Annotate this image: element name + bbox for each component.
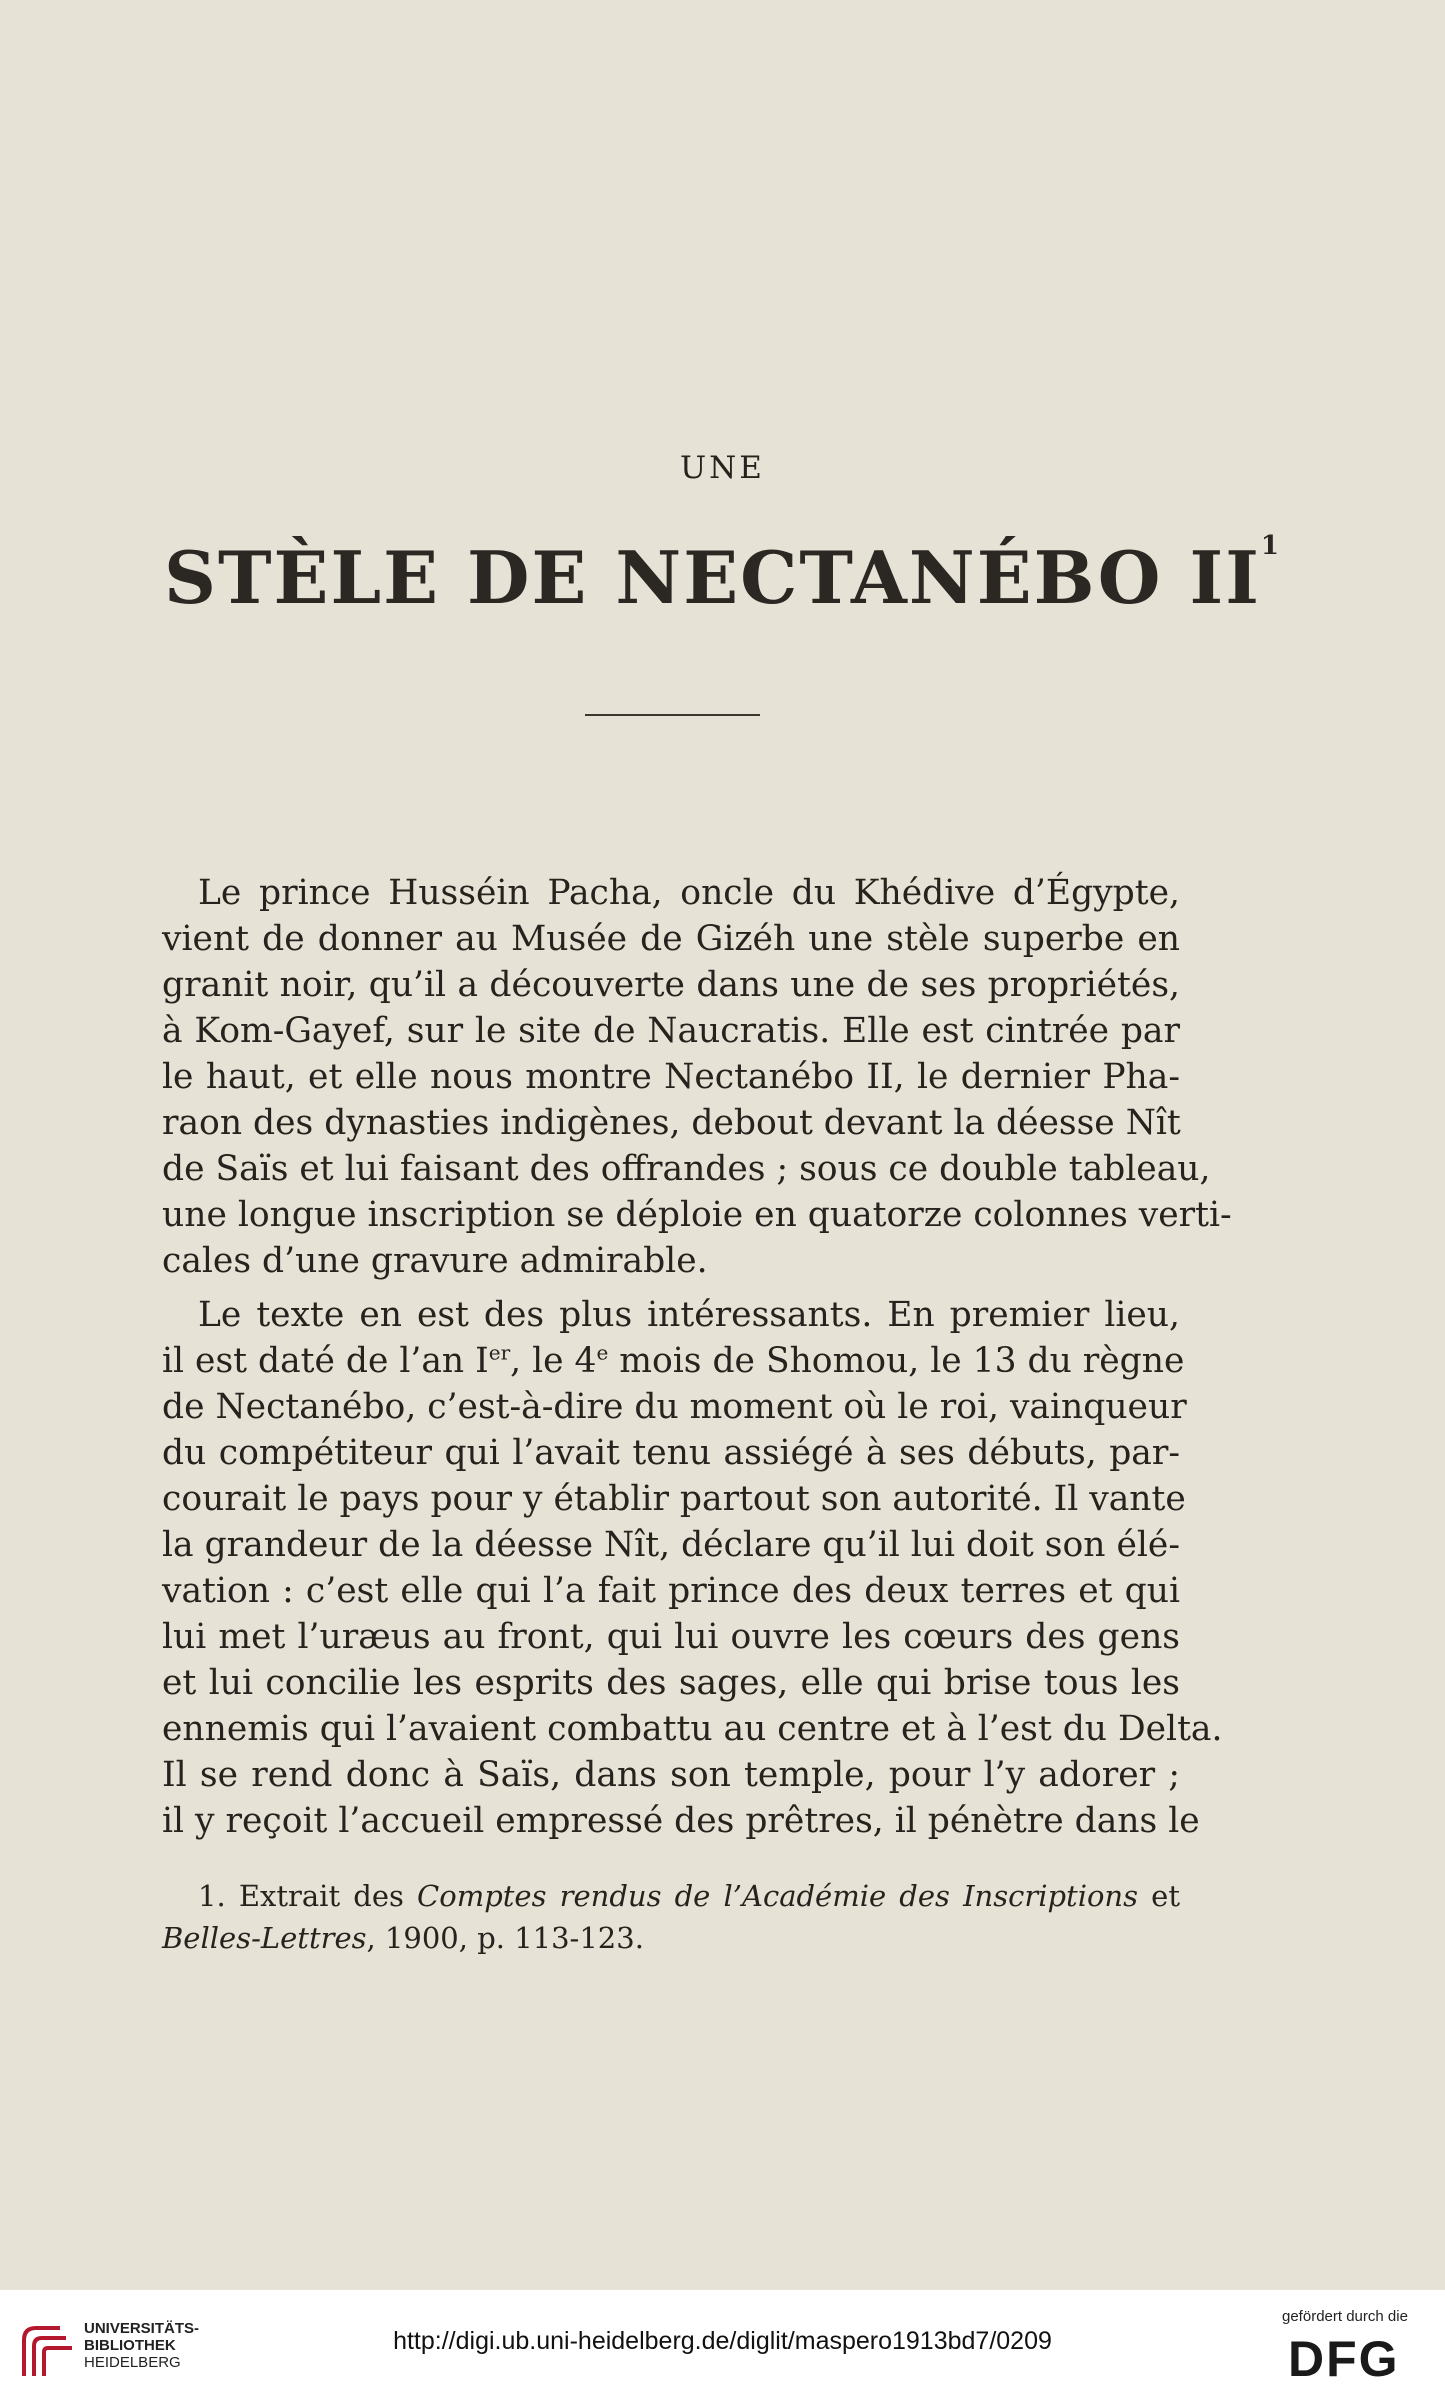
title-divider xyxy=(585,714,760,716)
footnote-line xyxy=(198,1876,1180,1916)
line-end: mois de Shomou, le 13 du règne xyxy=(608,1341,1185,1381)
body-line: de Saïs et lui faisant des offrandes ; sous ce double tableau, xyxy=(162,1149,1211,1189)
ordinal-suffix: e xyxy=(596,1340,609,1365)
body-line: courait le pays pour y établir partout son autorité. Il vante xyxy=(162,1479,1186,1519)
page-title xyxy=(0,531,1445,620)
body-line: cales d’une gravure admirable. xyxy=(162,1241,708,1281)
body-line: lui met l’uræus au front, qui lui ouvre les cœurs des gens xyxy=(162,1617,1180,1657)
body-line: de Nectanébo, c’est-à-dire du moment où le roi, vainqueur xyxy=(162,1387,1187,1427)
body-line: ennemis qui l’avaient combattu au centre et à l’est du Delta. xyxy=(162,1709,1223,1749)
body-line: vient de donner au Musée de Gizéh une stèle superbe en xyxy=(162,919,1180,959)
logo-line: UNIVERSITÄTS- xyxy=(84,2320,200,2337)
footnote-journal: Belles-Lettres xyxy=(162,1921,367,1955)
body-line: à Kom-Gayef, sur le site de Naucratis. Elle est cintrée par xyxy=(162,1011,1180,1051)
footnote-lead: Extrait des xyxy=(225,1879,418,1913)
body-line: vation : c’est elle qui l’a fait prince des deux terres et qui xyxy=(162,1571,1180,1611)
title-footnote-ref: 1 xyxy=(1260,531,1282,561)
dfg-logo: DFG xyxy=(1288,2331,1400,2387)
body-line: la grandeur de la déesse Nît, déclare qu’il lui doit son élé- xyxy=(162,1525,1180,1565)
body-line: granit noir, qu’il a découverte dans une de ses propriétés, xyxy=(162,965,1180,1005)
footnote-number: 1. xyxy=(198,1879,226,1913)
line-start: il est daté de l’an I xyxy=(162,1341,489,1381)
logo-line: BIBLIOTHEK xyxy=(84,2337,176,2354)
body-line: raon des dynasties indigènes, debout devant la déesse Nît xyxy=(162,1103,1181,1143)
footnote-connector: et xyxy=(1138,1879,1180,1913)
body-line: Il se rend donc à Saïs, dans son temple, pour l’y adorer ; xyxy=(162,1755,1180,1795)
footnote-journal: Comptes rendus de l’Académie des Inscriptions xyxy=(417,1879,1138,1913)
line-middle: , le 4 xyxy=(510,1341,597,1381)
pre-title: UNE xyxy=(680,450,765,486)
body-line: Le prince Husséin Pacha, oncle du Khédive d’Égypte, xyxy=(198,873,1180,913)
body-line: le haut, et elle nous montre Nectanébo II, le dernier Pha- xyxy=(162,1057,1180,1097)
body-line: du compétiteur qui l’avait tenu assiégé à ses débuts, par- xyxy=(162,1433,1180,1473)
body-line-with-ordinals xyxy=(162,1338,1185,1384)
footnote-line xyxy=(162,1918,1180,1958)
body-line: une longue inscription se déploie en quatorze colonnes verti- xyxy=(162,1195,1232,1235)
title-text: STÈLE DE NECTANÉBO II xyxy=(163,535,1261,620)
body-line: et lui concilie les esprits des sages, elle qui brise tous les xyxy=(162,1663,1180,1703)
ordinal-suffix: er xyxy=(488,1340,511,1365)
logo-line: HEIDELBERG xyxy=(84,2354,181,2371)
footer-bar xyxy=(0,2290,1445,2395)
footnote-tail: , 1900, p. 113-123. xyxy=(366,1921,644,1955)
digital-library-url[interactable]: http://digi.ub.uni-heidelberg.de/diglit/maspero1913bd7/0209 xyxy=(393,2327,1052,2355)
funding-note: gefördert durch die xyxy=(1282,2308,1408,2325)
body-line: Le texte en est des plus intéressants. En premier lieu, xyxy=(198,1295,1180,1335)
body-line: il y reçoit l’accueil empressé des prêtres, il pénètre dans le xyxy=(162,1801,1200,1841)
